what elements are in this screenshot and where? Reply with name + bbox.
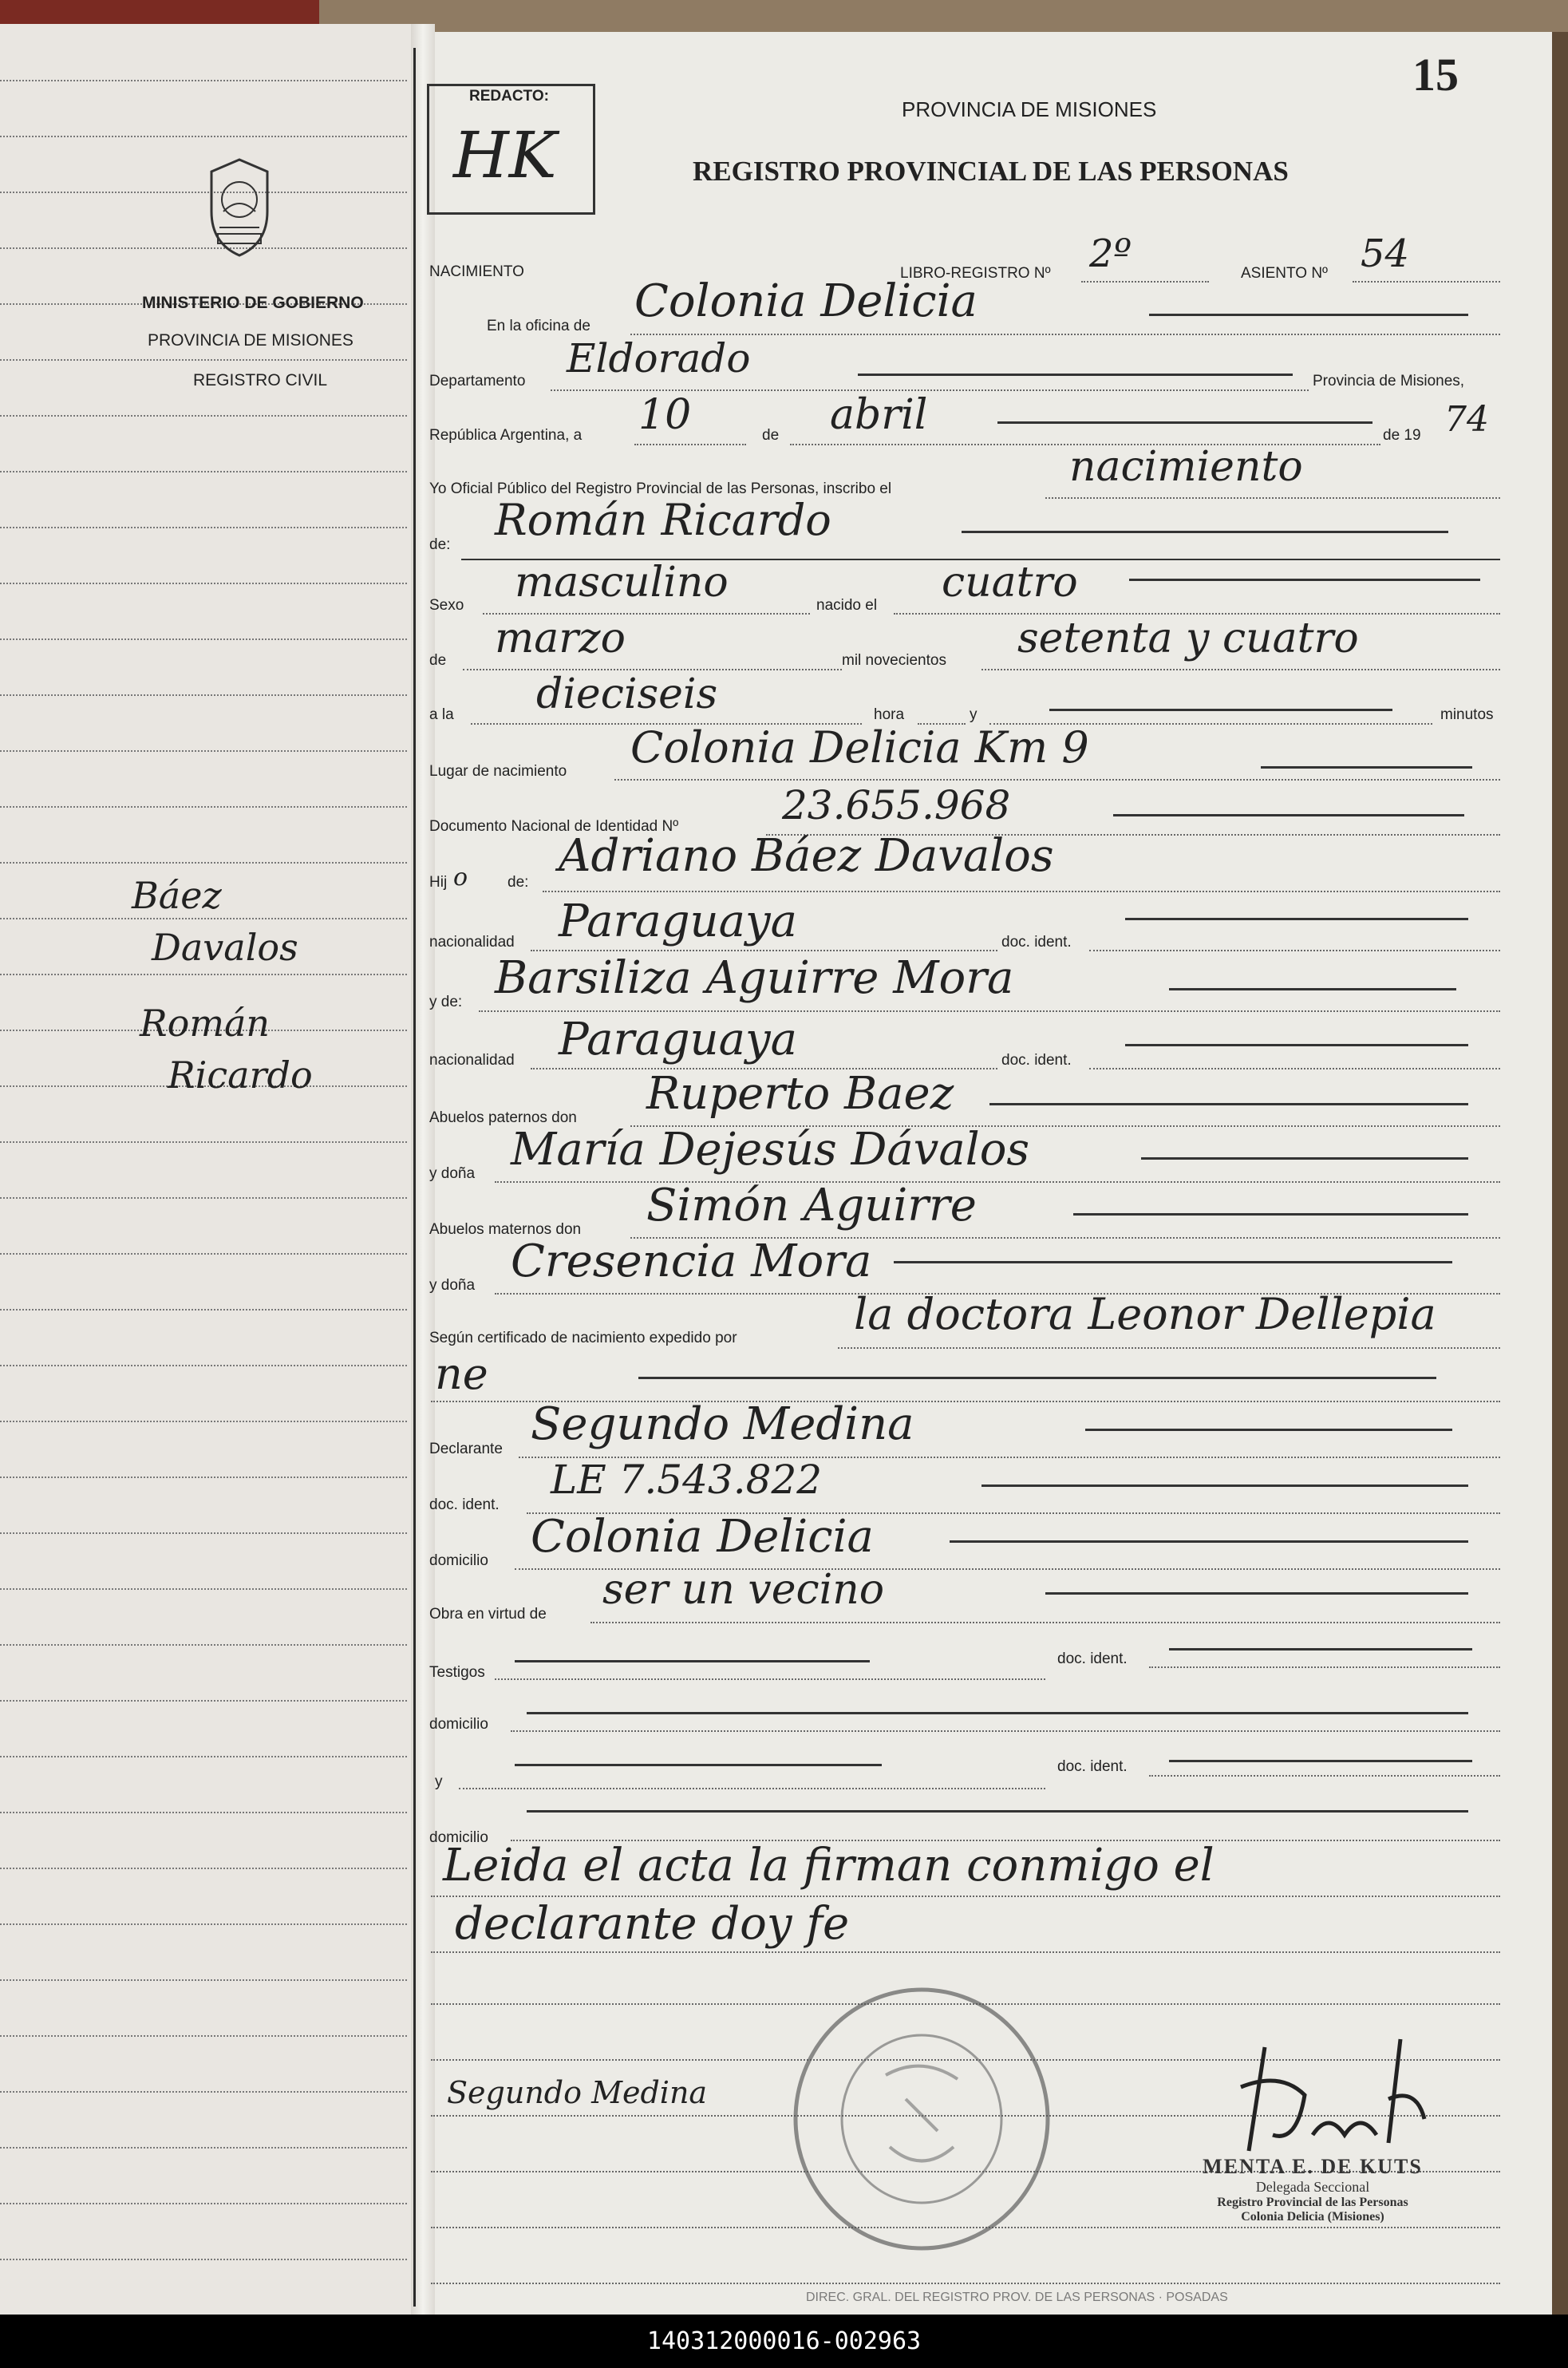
lugar-dots: [614, 779, 1500, 781]
abuelo-paterno-fill-stroke: [989, 1103, 1468, 1105]
cierre-line2-dots: [431, 1951, 1500, 1953]
obra-label: Obra en virtud de: [429, 1606, 547, 1623]
minutos-fill-stroke: [1049, 709, 1392, 711]
stamp-line2: Delegada Seccional: [1255, 2179, 1370, 2195]
lugar-label: Lugar de nacimiento: [429, 763, 567, 780]
domicilio-value: Colonia Delicia: [531, 1511, 874, 1563]
nacionalidad2-value: Paraguaya: [559, 1014, 798, 1065]
official-stamp: [1161, 2155, 1464, 2224]
ruled-line: [0, 1253, 407, 1255]
oficina-value: Colonia Delicia: [634, 275, 978, 327]
libro-label: LIBRO-REGISTRO Nº: [900, 265, 1051, 282]
sexo-label: Sexo: [429, 597, 464, 614]
ruled-line: [0, 1756, 407, 1757]
margin-given1: Román: [140, 1002, 270, 1045]
nacimiento-label: NACIMIENTO: [429, 263, 524, 280]
de-label: de: [762, 427, 780, 444]
dona2-label: y doña: [429, 1277, 476, 1294]
doc2-fill-stroke: [1125, 1044, 1468, 1046]
mes-value: abril: [830, 391, 928, 439]
left-province-label: PROVINCIA DE MISIONES: [148, 331, 353, 350]
ruled-line: [0, 471, 407, 472]
obra-fill-stroke: [1045, 1592, 1468, 1595]
anio-value: 74: [1444, 399, 1489, 440]
oficial-label: Yo Oficial Público del Registro Provincial de las Personas, inscribo el: [429, 480, 892, 497]
ruled-line: [0, 583, 407, 584]
nombre-label: de:: [429, 536, 451, 553]
abuela-paterna-dots: [495, 1181, 1500, 1183]
asiento-value: 54: [1361, 231, 1410, 276]
doc1-label: doc. ident.: [1001, 934, 1072, 951]
doc1-dots: [1089, 950, 1500, 951]
abuela-materna-fill-stroke: [894, 1261, 1452, 1263]
y-label: y: [970, 706, 978, 723]
ruled-line: [0, 1588, 407, 1590]
padre-value: Adriano Báez Davalos: [559, 830, 1054, 882]
doc4-fill-stroke: [1169, 1760, 1472, 1762]
testigos-dots: [495, 1678, 1045, 1680]
margin-given2: Ricardo: [168, 1054, 313, 1097]
minutos-label: minutos: [1440, 706, 1494, 723]
abuelos-paternos-label: Abuelos paternos don: [429, 1109, 577, 1126]
domicilio3-fill-stroke: [527, 1810, 1468, 1813]
abuela-paterna-fill-stroke: [1141, 1157, 1468, 1160]
ruled-line: [0, 1644, 407, 1646]
ruled-line: [0, 1700, 407, 1702]
stamp-line3: Registro Provincial de las Personas: [1217, 2196, 1408, 2209]
seal-text: DIREC. GRAL. DEL REGISTRO PROV. DE LAS PERSONAS · POSADAS: [806, 2291, 1228, 2304]
ruled-line: [0, 2259, 407, 2260]
ruled-line: [0, 1197, 407, 1199]
de19-label: de 19: [1383, 427, 1421, 444]
madre-value: Barsiliza Aguirre Mora: [495, 952, 1014, 1004]
ala-label: a la: [429, 706, 454, 723]
ruled-line: [0, 806, 407, 808]
doc2-dots: [1089, 1068, 1500, 1069]
oficina-fill-stroke: [1149, 314, 1468, 316]
ruled-line: [0, 2091, 407, 2093]
testigos-fill-stroke: [515, 1660, 870, 1662]
nacionalidad1-label: nacionalidad: [429, 934, 515, 951]
ruled-line: [0, 750, 407, 752]
docident-value: LE 7.543.822: [551, 1457, 823, 1503]
domicilio3-label: domicilio: [429, 1829, 488, 1846]
departamento-label: Departamento: [429, 373, 526, 389]
province-title: PROVINCIA DE MISIONES: [902, 97, 1157, 121]
ruled-line: [0, 1141, 407, 1143]
obra-dots: [590, 1622, 1500, 1623]
ruled-line: [0, 2147, 407, 2149]
nacionalidad2-label: nacionalidad: [429, 1052, 515, 1069]
hijo-de-label: de:: [508, 874, 529, 891]
dona1-label: y doña: [429, 1165, 476, 1182]
cierre-line1: Leida el acta la firman conmigo el: [443, 1840, 1215, 1892]
mes-nac-value: marzo: [495, 615, 626, 662]
ruled-line: [0, 1979, 407, 1981]
documento-label: Documento Nacional de Identidad Nº: [429, 818, 679, 835]
anio-nac-dots: [981, 669, 1500, 670]
domicilio-fill-stroke: [950, 1540, 1468, 1543]
registry-seal: [786, 1979, 1057, 2259]
ruled-line: [0, 1477, 407, 1478]
lugar-value: Colonia Delicia Km 9: [630, 722, 1089, 773]
docident-fill-stroke: [981, 1484, 1468, 1487]
dia-nac-fill-stroke: [1129, 579, 1480, 581]
abuela-materna-value: Cresencia Mora: [511, 1235, 872, 1287]
abuelo-materno-value: Simón Aguirre: [646, 1180, 977, 1231]
nacionalidad1-value: Paraguaya: [559, 895, 798, 947]
hora-value: dieciseis: [536, 670, 718, 718]
ruled-line: [0, 1532, 407, 1534]
ruled-line: [0, 359, 407, 361]
lugar-fill-stroke: [1261, 766, 1472, 769]
departamento-value: Eldorado: [567, 335, 751, 381]
oficina-dots: [630, 334, 1500, 335]
margin-surname1: Báez: [132, 874, 222, 917]
doc3-fill-stroke: [1169, 1648, 1472, 1650]
ruled-line: [0, 415, 407, 417]
certificado-dots: [838, 1347, 1500, 1349]
ruled-line: [0, 1309, 407, 1311]
de-mes-label: de: [429, 652, 447, 669]
testigo2-fill-stroke: [515, 1764, 882, 1766]
redacto-label: REDACTO:: [469, 88, 549, 105]
book-binding: [0, 0, 319, 24]
left-page: [0, 24, 431, 2315]
ruled-line: [0, 694, 407, 696]
doc3-dots: [1149, 1666, 1500, 1668]
declarante-value: Segundo Medina: [531, 1398, 914, 1450]
documento-value: 23.655.968: [782, 782, 1011, 828]
acto-dots: [1045, 497, 1500, 499]
certificado-fill-stroke: [638, 1377, 1436, 1379]
cierre-line2: declarante doy fe: [455, 1898, 850, 1950]
nombre-value: Román Ricardo: [495, 495, 831, 545]
abuelos-maternos-label: Abuelos maternos don: [429, 1221, 582, 1238]
domicilio-label: domicilio: [429, 1552, 488, 1569]
testigos-label: Testigos: [429, 1664, 485, 1681]
abuela-paterna-value: María Dejesús Dávalos: [511, 1124, 1030, 1176]
doc4-dots: [1149, 1775, 1500, 1777]
declarante-label: Declarante: [429, 1441, 503, 1457]
provincia-label: Provincia de Misiones,: [1313, 373, 1465, 389]
nacido-label: nacido el: [816, 597, 878, 614]
doc1-fill-stroke: [1125, 918, 1468, 920]
oficial-signature-mark: [1217, 2023, 1432, 2159]
ruled-line: [0, 1421, 407, 1422]
libro-dots: [1081, 281, 1209, 283]
doc4-label: doc. ident.: [1057, 1758, 1128, 1775]
redacto-signature: HK: [453, 118, 557, 192]
ruled-line: [0, 918, 407, 919]
margin-rule: [413, 48, 416, 2307]
documento-fill-stroke: [1113, 814, 1464, 816]
ruled-line: [0, 80, 407, 81]
y2-label: y: [435, 1773, 443, 1790]
madre-dots: [479, 1010, 1500, 1012]
departamento-fill-stroke: [858, 374, 1293, 376]
document-id-footer: 140312000016-002963: [0, 2315, 1568, 2368]
nombre-fill-stroke: [962, 531, 1448, 533]
ruled-line: [0, 136, 407, 137]
abuelo-materno-fill-stroke: [1073, 1213, 1468, 1216]
ruled-line: [0, 638, 407, 640]
mes-fill-stroke: [997, 421, 1372, 424]
republica-label: República Argentina, a: [429, 427, 583, 444]
anio-nac-value: setenta y cuatro: [1017, 615, 1359, 662]
registro-civil-label: REGISTRO CIVIL: [193, 371, 328, 389]
dia-dots: [634, 444, 746, 445]
docident-label: doc. ident.: [429, 1496, 500, 1513]
doc2-label: doc. ident.: [1001, 1052, 1072, 1069]
ruled-line: [0, 1868, 407, 1869]
certificado-value: la doctora Leonor Dellepia: [854, 1289, 1436, 1339]
doc3-label: doc. ident.: [1057, 1650, 1128, 1667]
dia-value: 10: [638, 391, 692, 439]
book-cover-edge: [319, 0, 1568, 32]
hijo-label: Hij: [429, 874, 448, 891]
coat-of-arms-icon: [203, 156, 275, 259]
libro-value: 2º: [1089, 231, 1132, 276]
dia-nac-value: cuatro: [942, 559, 1078, 607]
hora-label: hora: [874, 706, 905, 723]
margin-surname2: Davalos: [152, 926, 298, 969]
mil-label: mil novecientos: [842, 652, 946, 669]
declarante-signature: Segundo Medina: [447, 2075, 708, 2110]
certificado-label: Según certificado de nacimiento expedido por: [429, 1330, 737, 1346]
asiento-label: ASIENTO Nº: [1241, 265, 1328, 282]
registry-title: REGISTRO PROVINCIAL DE LAS PERSONAS: [693, 156, 1289, 187]
domicilio2-dots: [511, 1730, 1500, 1732]
domicilio2-fill-stroke: [527, 1712, 1468, 1714]
stamp-name: MENTA E. DE KUTS: [1203, 2155, 1423, 2178]
oficina-label: En la oficina de: [487, 318, 590, 334]
abuelo-paterno-value: Ruperto Baez: [646, 1068, 954, 1120]
ruled-line: [0, 1923, 407, 1925]
padre-dots: [543, 891, 1500, 892]
testigo2-dots: [459, 1788, 1045, 1789]
stamp-line4: Colonia Delicia (Misiones): [1241, 2210, 1384, 2224]
cierre-line1-dots: [431, 1896, 1500, 1897]
ruled-line: [0, 862, 407, 864]
sexo-value: masculino: [515, 559, 729, 607]
nacionalidad1-dots: [531, 950, 997, 951]
ruled-line: [0, 1812, 407, 1813]
hijo-suffix: o: [453, 864, 468, 891]
page-number: 15: [1412, 49, 1459, 101]
ministry-label: MINISTERIO DE GOBIERNO: [142, 294, 364, 312]
madre-label: y de:: [429, 994, 463, 1010]
ruled-line: [0, 974, 407, 975]
domicilio2-label: domicilio: [429, 1716, 488, 1733]
ruled-line: [0, 2203, 407, 2204]
madre-fill-stroke: [1169, 988, 1456, 990]
acto-value: nacimiento: [1069, 443, 1303, 491]
certificado-value2: ne: [435, 1349, 488, 1399]
asiento-dots: [1353, 281, 1500, 283]
obra-value: ser un vecino: [602, 1566, 885, 1614]
ruled-line: [0, 1365, 407, 1366]
ruled-line: [0, 527, 407, 528]
declarante-fill-stroke: [1085, 1429, 1452, 1431]
blank-line6-dots: [431, 2283, 1500, 2284]
redacto-box: [427, 84, 595, 215]
ruled-line: [0, 2035, 407, 2037]
